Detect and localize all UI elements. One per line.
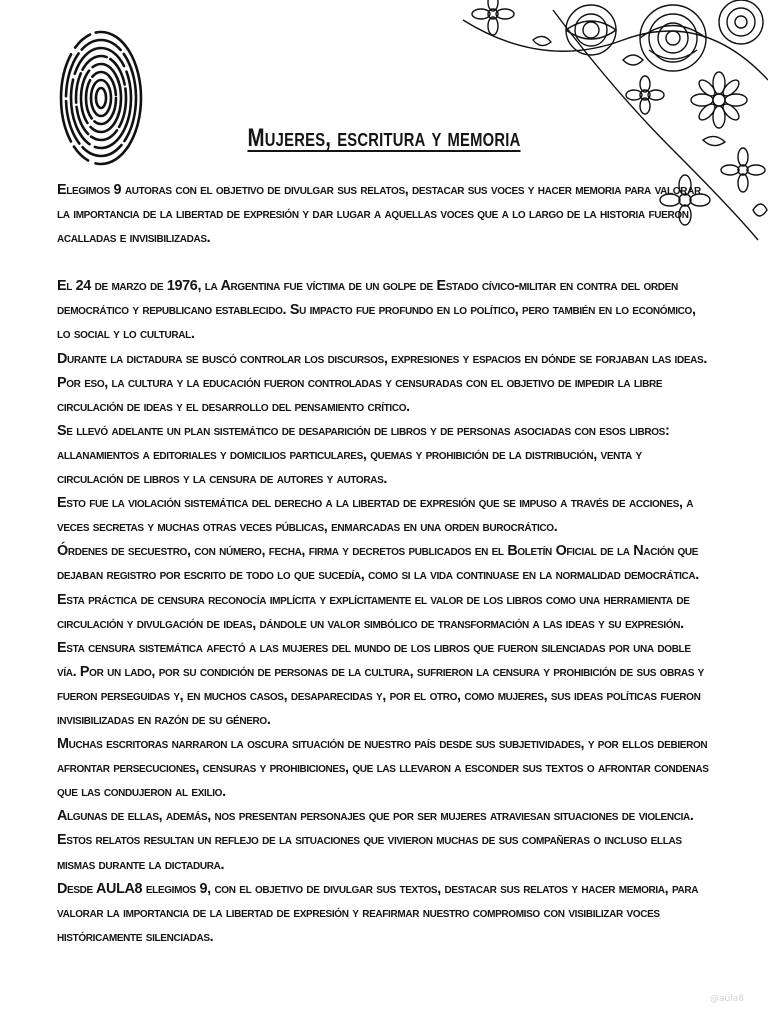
paragraph-dictadura: Durante la dictadura se buscó controlar los discursos, expresiones y espacios en dónde se forjaban las ideas. Por eso, la cultura y la educación fueron controladas y censuradas con el objetivo de impedir la libre circulación de ideas y el desarrollo del pensamiento crítico. [57, 350, 708, 415]
paragraph-escritoras: Muchas escritoras narraron la oscura situación de nuestro país desde sus subjetividades, y por ellos debieron afrontar persecuciones, censuras y prohibiciones, que las llevaron a esconder sus textos o afrontar condenas que las condujeron al exilio. [57, 736, 709, 801]
paragraph-ordenes: Órdenes de secuestro, con número, fecha, firma y decretos publicados en el Boletín Oficial de la Nación que dejaban registro por escrito de todo lo que sucedía, como si la vida continuase en la normalidad democrática. [57, 543, 699, 584]
document-body [57, 178, 709, 949]
paragraph-plan: Se llevó adelante un plan sistemático de desaparición de libros y de personas asociadas con esos libros: allanamientos a editoriales y domicilios particulares, quemas y prohibición de la distribución, venta y circulación de libros y la censura de autores y autoras. [57, 422, 670, 488]
page-title: Mujeres, escritura y memoria [247, 124, 521, 152]
paragraph-violacion: Esto fue la violación sistemática del derecho a la libertad de expresión que se impuso a través de acciones, a veces secretas y muchas otras veces públicas, enmarcadas en una orden burocrático. [57, 495, 694, 536]
paragraph-censura: Esta práctica de censura reconocía implícita y explícitamente el valor de los libros como una herramienta de circulación y divulgación de ideas, dándole un valor simbólico de transformación a las ideas y su expresión. [57, 591, 690, 632]
paragraph-personajes: Algunas de ellas, además, nos presentan personajes que por ser mujeres atraviesan situaciones de violencia. Estos relatos resultan un reflejo de la situaciones que vivieron muchas de sus compañeras o incluso ellas mismas durante la dictadura. [57, 808, 694, 873]
paragraph-aula8: Desde AULA8 elegimos 9, con el objetivo de divulgar sus textos, destacar sus relatos y hacer memoria, para valorar la importancia de la libertad de expresión y reafirmar nuestro compromiso con visibilizar voces históricamente silenciadas. [57, 880, 699, 945]
paragraph-spacer [57, 250, 709, 274]
paragraph-golpe: El 24 de marzo de 1976, la Argentina fue víctima de un golpe de Estado cívico-militar en contra del orden democrático y republicano establecido. Su impacto fue profundo en lo político, pero también en lo económico, lo social y lo cultural. [57, 278, 696, 343]
paragraph-mujeres: Esta censura sistemática afectó a las mujeres del mundo de los libros que fueron silenciadas por una doble vía. Por un lado, por su condición de personas de la cultura, sufrieron la censura y prohibición de sus obras y fueron perseguidas y, en muchos casos, desaparecidas y, por el otro, como mujeres, sus ideas políticas fueron invisibilizadas en razón de su género. [57, 639, 704, 728]
watermark: @aula8 [710, 994, 744, 1004]
intro-paragraph: Elegimos 9 autoras con el objetivo de divulgar sus relatos, destacar sus voces y hacer memoria para valorar la importancia de la libertad de expresión y dar lugar a aquellas voces que a lo largo de la historia fueron acalladas e invisibilizadas. [57, 182, 701, 247]
